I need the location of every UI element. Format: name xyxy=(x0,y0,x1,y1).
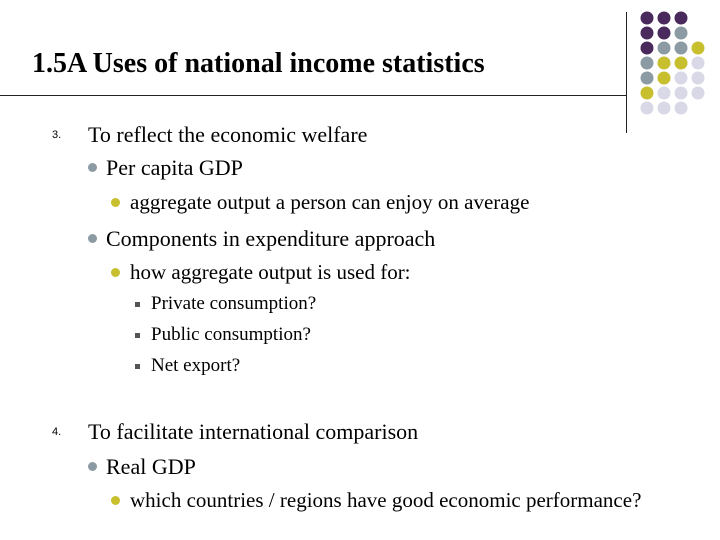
item-3-sub-1: Per capita GDP xyxy=(106,155,243,180)
decorative-dot xyxy=(675,102,688,115)
decorative-dot xyxy=(641,72,654,85)
bullet-square xyxy=(135,333,140,338)
decorative-dot xyxy=(675,12,688,25)
item-3-heading: To reflect the economic welfare xyxy=(88,122,368,147)
decorative-dot xyxy=(675,87,688,100)
decorative-dot xyxy=(692,42,705,55)
item-4-heading: To facilitate international comparison xyxy=(88,419,419,444)
decorative-dot xyxy=(658,42,671,55)
bullet-dot xyxy=(88,163,97,172)
decorative-dot xyxy=(692,87,705,100)
decorative-dot xyxy=(641,57,654,70)
decorative-dot xyxy=(641,42,654,55)
bullet-dot xyxy=(111,198,120,207)
decorative-dot-grid xyxy=(637,9,717,119)
title-underline xyxy=(0,95,626,96)
bullet-square xyxy=(135,364,140,369)
usage-public-consumption: Public consumption? xyxy=(151,324,311,345)
decorative-dot xyxy=(641,102,654,115)
decorative-dot xyxy=(675,27,688,40)
item-3-sub-2: Components in expenditure approach xyxy=(106,226,436,251)
decorative-dot xyxy=(675,42,688,55)
slide-title: 1.5A Uses of national income statistics xyxy=(32,48,485,79)
decorative-dot xyxy=(692,72,705,85)
decorative-dot xyxy=(658,27,671,40)
decorative-dot xyxy=(658,87,671,100)
item-3-sub-2-detail: how aggregate output is used for: xyxy=(130,260,411,284)
decorative-dot xyxy=(658,72,671,85)
bullet-dot xyxy=(111,268,120,277)
item-4-sub-1: Real GDP xyxy=(106,454,196,479)
decorative-dot xyxy=(675,72,688,85)
item-3-sub-1-detail: aggregate output a person can enjoy on average xyxy=(130,190,530,214)
decorative-dot xyxy=(675,57,688,70)
usage-private-consumption: Private consumption? xyxy=(151,293,317,314)
item-number-4: 4. xyxy=(52,426,62,438)
decorative-dot xyxy=(692,57,705,70)
usage-net-export: Net export? xyxy=(151,355,241,376)
bullet-dot xyxy=(111,496,120,505)
decorative-dot xyxy=(641,27,654,40)
vertical-divider xyxy=(626,12,627,133)
item-number-3: 3. xyxy=(52,129,62,141)
item-4-sub-1-detail: which countries / regions have good economic performance? xyxy=(130,488,642,512)
decorative-dot xyxy=(641,12,654,25)
decorative-dot xyxy=(641,87,654,100)
bullet-dot xyxy=(88,234,97,243)
decorative-dot xyxy=(658,57,671,70)
decorative-dot xyxy=(658,12,671,25)
bullet-square xyxy=(135,302,140,307)
decorative-dot xyxy=(658,102,671,115)
bullet-dot xyxy=(88,462,97,471)
